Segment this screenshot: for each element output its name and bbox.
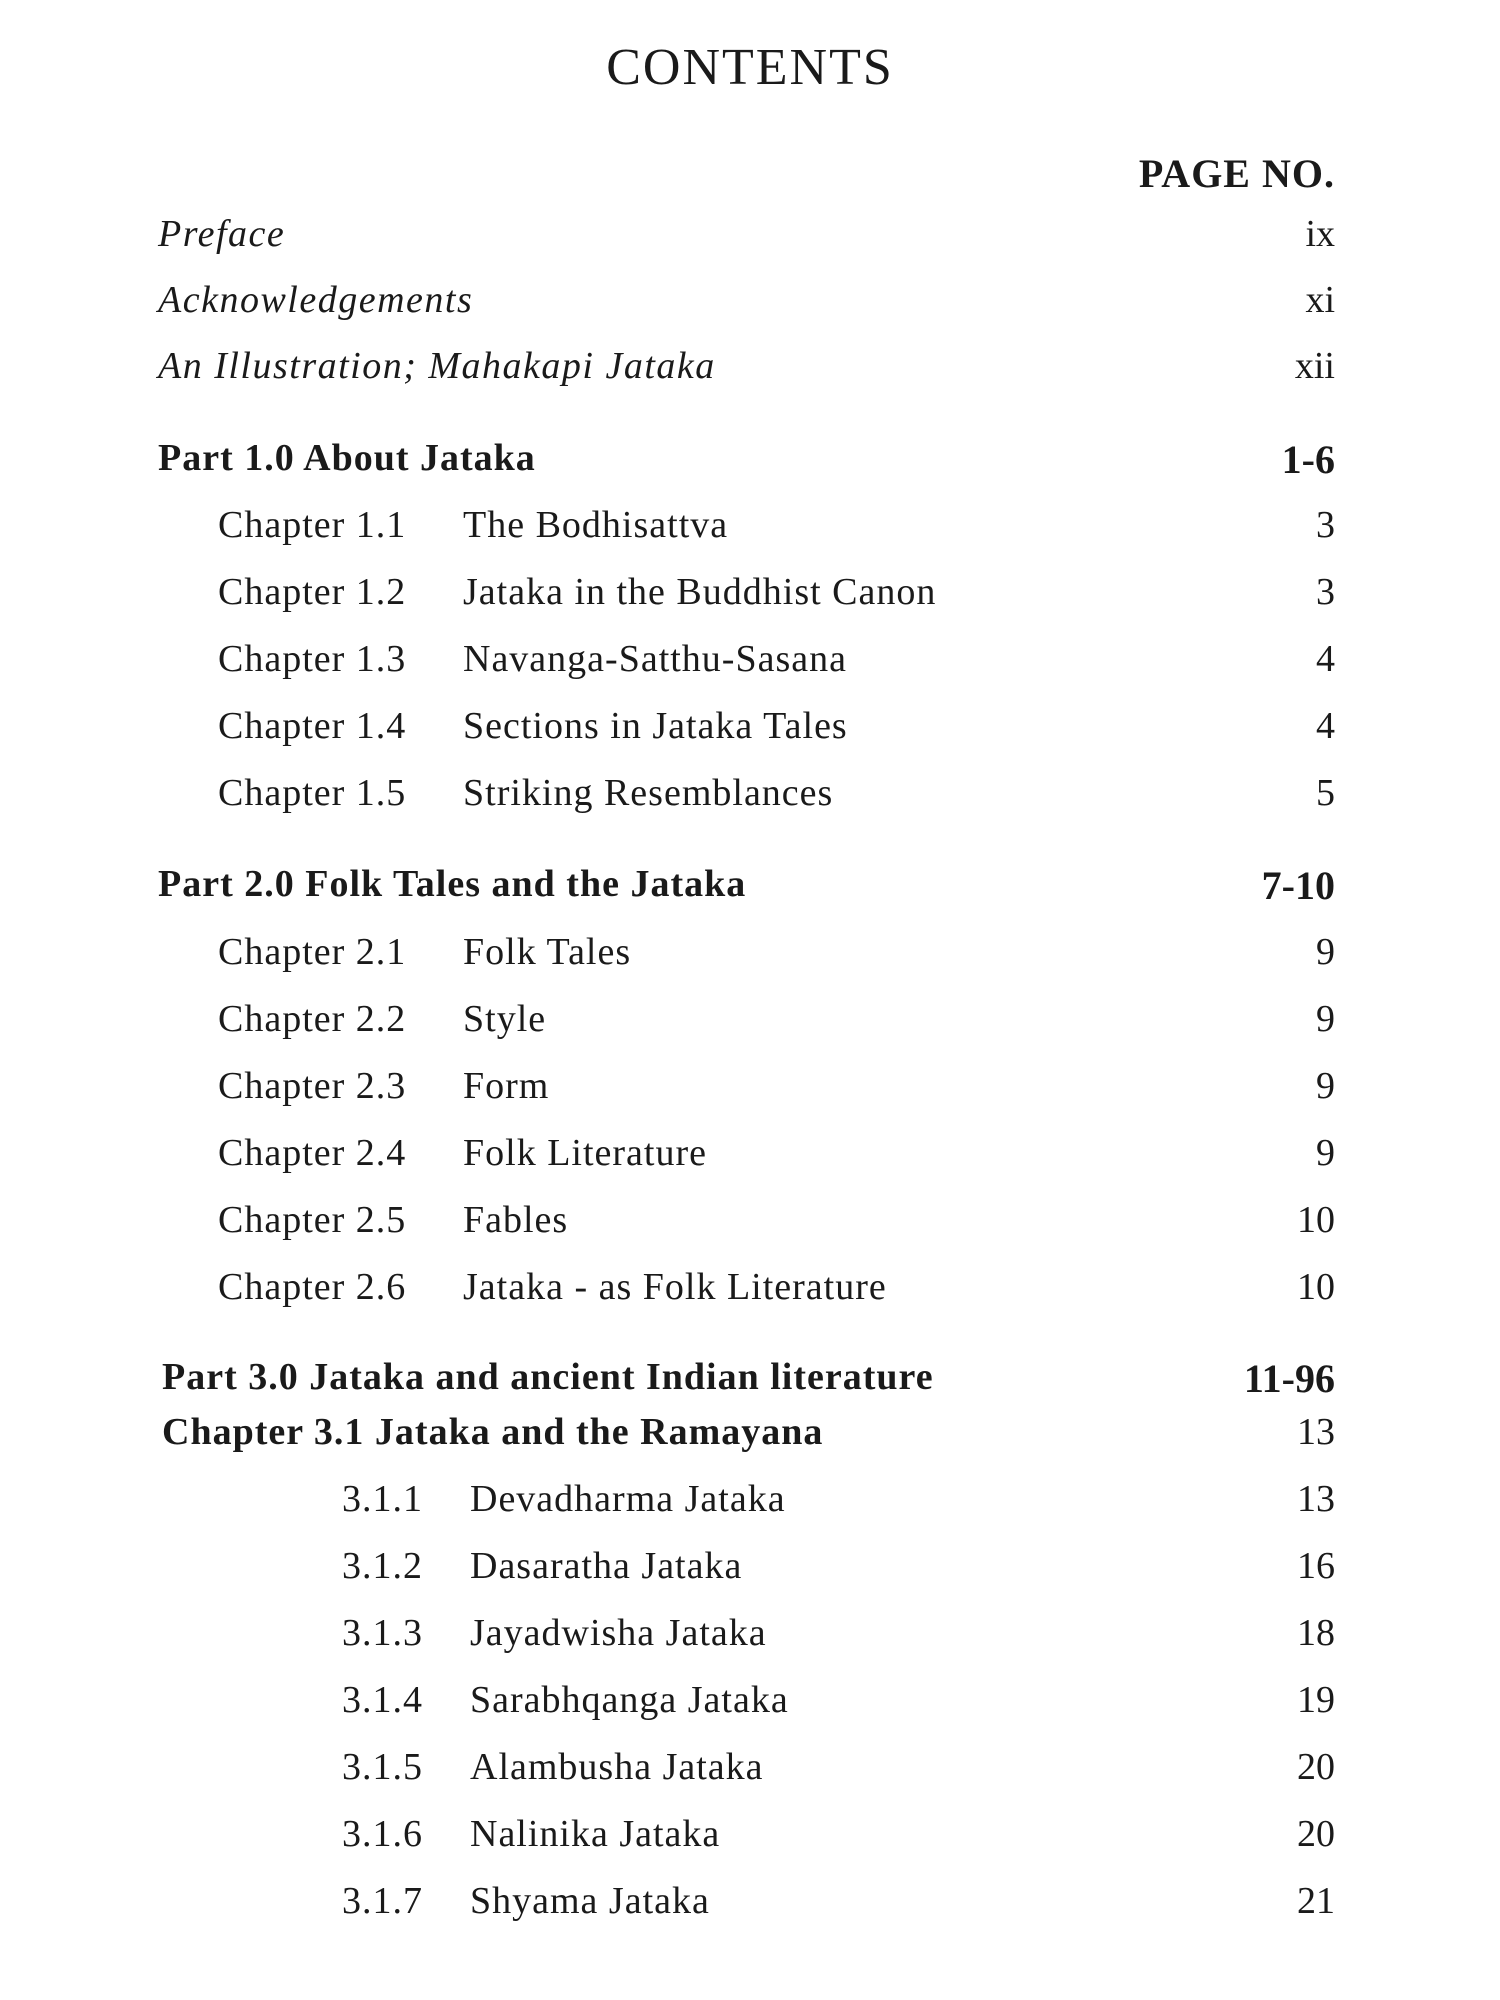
chapter-heading-title: Chapter 3.1 Jataka and the Ramayana: [162, 1411, 824, 1453]
part-pages: 1-6: [1281, 437, 1335, 482]
section-title: Devadharma Jataka: [470, 1478, 786, 1520]
chapter-title: Folk Literature: [463, 1132, 707, 1174]
toc-section[interactable]: [0, 1544, 1500, 1594]
chapter-number: Chapter 2.4: [218, 1132, 407, 1174]
toc-entry-title: Preface: [158, 213, 286, 255]
toc-entry-title: An Illustration; Mahakapi Jataka: [158, 345, 716, 387]
chapter-page: 9: [1316, 998, 1335, 1040]
toc-chapter[interactable]: [0, 1131, 1500, 1181]
toc-section[interactable]: [0, 1745, 1500, 1795]
section-number: 3.1.5: [342, 1746, 423, 1788]
chapter-page: 10: [1297, 1199, 1335, 1241]
chapter-title: Striking Resemblances: [463, 772, 834, 814]
section-number: 3.1.6: [342, 1813, 423, 1855]
page-number-header: PAGE NO.: [1138, 151, 1335, 196]
toc-part-heading[interactable]: [0, 436, 1500, 486]
section-page: 20: [1297, 1746, 1335, 1788]
chapter-heading-page: 13: [1297, 1411, 1335, 1453]
section-page: 18: [1297, 1612, 1335, 1654]
chapter-number: Chapter 1.5: [218, 772, 407, 814]
chapter-title: Folk Tales: [463, 931, 632, 973]
chapter-number: Chapter 1.2: [218, 571, 407, 613]
toc-chapter[interactable]: [0, 1064, 1500, 1114]
section-page: 19: [1297, 1679, 1335, 1721]
page-title: CONTENTS: [606, 39, 894, 96]
toc-chapter[interactable]: [0, 1198, 1500, 1248]
chapter-page: 5: [1316, 772, 1335, 814]
chapter-page: 4: [1316, 638, 1335, 680]
part-title: Part 1.0 About Jataka: [158, 437, 536, 479]
section-title: Dasaratha Jataka: [470, 1545, 743, 1587]
toc-chapter[interactable]: [0, 930, 1500, 980]
chapter-title: Jataka in the Buddhist Canon: [463, 571, 937, 613]
section-number: 3.1.4: [342, 1679, 423, 1721]
section-number: 3.1.2: [342, 1545, 423, 1587]
toc-chapter[interactable]: [0, 704, 1500, 754]
toc-chapter[interactable]: [0, 637, 1500, 687]
chapter-title: Jataka - as Folk Literature: [463, 1266, 887, 1308]
chapter-number: Chapter 2.5: [218, 1199, 407, 1241]
chapter-number: Chapter 2.2: [218, 998, 407, 1040]
section-title: Shyama Jataka: [470, 1880, 710, 1922]
chapter-title: Navanga-Satthu-Sasana: [463, 638, 847, 680]
toc-section[interactable]: [0, 1477, 1500, 1527]
section-number: 3.1.3: [342, 1612, 423, 1654]
toc-section[interactable]: [0, 1678, 1500, 1728]
part-pages: 7-10: [1261, 863, 1335, 908]
chapter-number: Chapter 2.6: [218, 1266, 407, 1308]
toc-entry-title: Acknowledgements: [158, 279, 474, 321]
toc-section[interactable]: [0, 1812, 1500, 1862]
toc-section[interactable]: [0, 1879, 1500, 1929]
toc-entry[interactable]: [0, 212, 1500, 262]
toc-chapter[interactable]: [0, 570, 1500, 620]
chapter-page: 9: [1316, 1132, 1335, 1174]
chapter-page: 9: [1316, 931, 1335, 973]
toc-section[interactable]: [0, 1611, 1500, 1661]
toc-entry-page: ix: [1305, 213, 1335, 255]
section-title: Alambusha Jataka: [470, 1746, 764, 1788]
toc-chapter[interactable]: [0, 503, 1500, 553]
chapter-page: 10: [1297, 1266, 1335, 1308]
chapter-number: Chapter 1.1: [218, 504, 407, 546]
toc-part-heading[interactable]: [0, 862, 1500, 912]
section-title: Nalinika Jataka: [470, 1813, 721, 1855]
chapter-title: Style: [463, 998, 547, 1040]
toc-chapter[interactable]: [0, 771, 1500, 821]
chapter-page: 9: [1316, 1065, 1335, 1107]
chapter-title: The Bodhisattva: [463, 504, 729, 546]
toc-chapter-heading[interactable]: [0, 1410, 1500, 1460]
section-title: Sarabhqanga Jataka: [470, 1679, 789, 1721]
chapter-title: Sections in Jataka Tales: [463, 705, 848, 747]
chapter-title: Form: [463, 1065, 550, 1107]
section-page: 20: [1297, 1813, 1335, 1855]
chapter-page: 3: [1316, 571, 1335, 613]
section-number: 3.1.7: [342, 1880, 423, 1922]
toc-entry[interactable]: [0, 278, 1500, 328]
toc-chapter[interactable]: [0, 997, 1500, 1047]
section-number: 3.1.1: [342, 1478, 423, 1520]
toc-chapter[interactable]: [0, 1265, 1500, 1315]
section-title: Jayadwisha Jataka: [470, 1612, 767, 1654]
part-title: Part 2.0 Folk Tales and the Jataka: [158, 863, 747, 905]
section-page: 21: [1297, 1880, 1335, 1922]
toc-entry-page: xii: [1294, 345, 1335, 387]
toc-part-heading[interactable]: [0, 1355, 1500, 1405]
chapter-number: Chapter 2.3: [218, 1065, 407, 1107]
section-page: 13: [1297, 1478, 1335, 1520]
chapter-page: 4: [1316, 705, 1335, 747]
chapter-number: Chapter 2.1: [218, 931, 407, 973]
part-pages: 11-96: [1243, 1356, 1335, 1401]
chapter-number: Chapter 1.3: [218, 638, 407, 680]
section-page: 16: [1297, 1545, 1335, 1587]
part-title: Part 3.0 Jataka and ancient Indian literature: [162, 1356, 934, 1398]
toc-entry-page: xi: [1305, 279, 1335, 321]
chapter-title: Fables: [463, 1199, 569, 1241]
chapter-number: Chapter 1.4: [218, 705, 407, 747]
toc-entry[interactable]: [0, 344, 1500, 394]
chapter-page: 3: [1316, 504, 1335, 546]
